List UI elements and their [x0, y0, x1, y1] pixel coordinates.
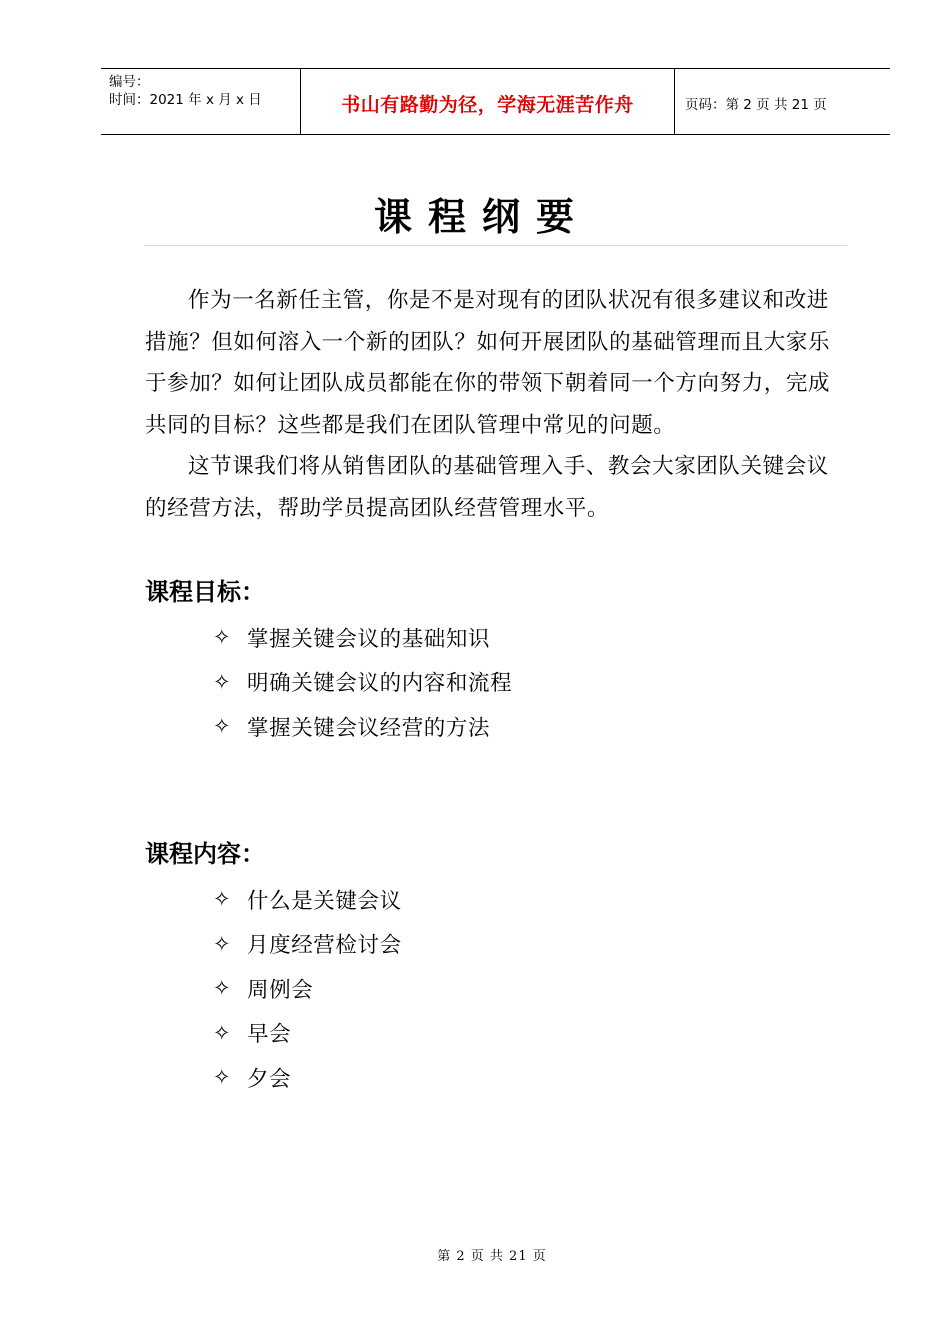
list-item — [213, 1011, 402, 1056]
list-item-label: 明确关键会议的内容和流程 — [247, 671, 513, 697]
header-meta-cell — [101, 69, 301, 134]
diamond-bullet-icon: ✧ — [213, 976, 232, 1001]
content-list — [213, 877, 402, 1100]
list-item — [213, 1055, 402, 1100]
diamond-bullet-icon: ✧ — [213, 931, 232, 956]
list-item-label: 掌握关键会议的基础知识 — [247, 626, 491, 652]
header-number-label: 编号： — [109, 74, 150, 90]
page-footer: 第 2 页 共 21 页 — [437, 1249, 547, 1264]
title-divider — [144, 245, 847, 246]
objectives-heading: 课程目标： — [145, 578, 265, 606]
list-item-label: 掌握关键会议经营的方法 — [247, 715, 491, 741]
header-page-info: 页码：第 2 页 共 21 页 — [685, 96, 827, 113]
diamond-bullet-icon: ✧ — [213, 625, 232, 650]
intro-paragraph-2: 这节课我们将从销售团队的基础管理入手、教会大家团队关键会议的经营方法，帮助学员提高团队经营管理水平。 — [145, 454, 829, 521]
diamond-bullet-icon: ✧ — [213, 669, 232, 694]
list-item — [213, 704, 512, 749]
content-heading: 课程内容： — [145, 840, 265, 868]
list-item-label: 早会 — [247, 1022, 292, 1048]
list-item-label: 夕会 — [247, 1066, 292, 1092]
list-item-label: 什么是关键会议 — [247, 888, 402, 914]
document-header — [101, 68, 890, 135]
list-item — [213, 922, 402, 967]
diamond-bullet-icon: ✧ — [213, 887, 232, 912]
list-item — [213, 966, 402, 1011]
diamond-bullet-icon: ✧ — [213, 1020, 232, 1045]
list-item — [213, 615, 512, 660]
list-item-label: 月度经营检讨会 — [247, 933, 402, 959]
list-item — [213, 660, 512, 705]
diamond-bullet-icon: ✧ — [213, 1065, 232, 1090]
objectives-list — [213, 615, 512, 749]
header-date-label: 时间：2021 年 x 月 x 日 — [109, 92, 262, 108]
list-item-label: 周例会 — [247, 977, 314, 1003]
page-title: 课程纲要 — [373, 195, 590, 239]
header-motto: 书山有路勤为径，学海无涯苦作舟 — [301, 69, 675, 134]
diamond-bullet-icon: ✧ — [213, 714, 232, 739]
list-item — [213, 877, 402, 922]
intro-paragraph-1: 作为一名新任主管，你是不是对现有的团队状况有很多建议和改进措施？但如何溶入一个新的团队？如何开展团队的基础管理而且大家乐于参加？如何让团队成员都能在你的带领下朝着同一个方向努力，完成共同的目标？这些都是我们在团队管理中常见的问题。 — [145, 288, 831, 438]
